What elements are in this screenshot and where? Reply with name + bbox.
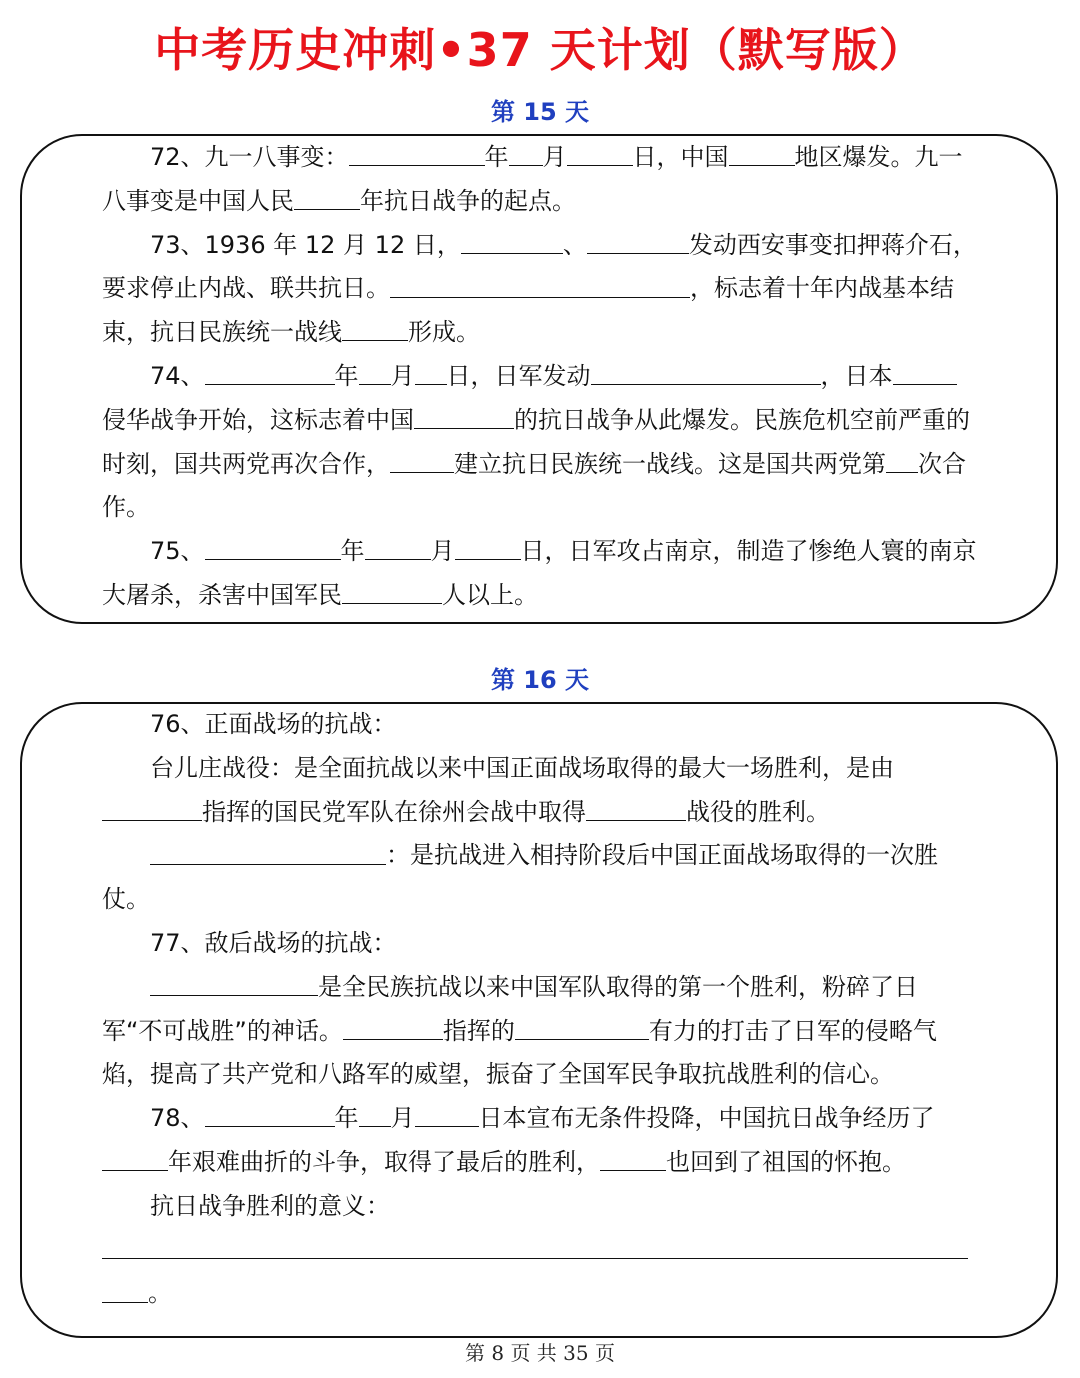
blank[interactable] [729, 144, 795, 167]
question-74: 74、 年 月 日，日军发动 ，日本侵华战争开始，这标志着中国 的抗日战争从此爆发。民族危机空前严重的时刻，国共两党再次合作， 建立抗日民族统一战线。这是国共两党第 次合作。 [102, 361, 970, 522]
blank[interactable] [893, 363, 957, 386]
blank[interactable] [150, 842, 386, 865]
blank[interactable] [349, 144, 485, 167]
blank[interactable] [586, 798, 686, 821]
answer-line[interactable] [102, 1236, 968, 1259]
blank[interactable] [509, 144, 543, 167]
question-76-title: 76、正面战场的抗战： [150, 710, 397, 738]
question-76-b: ：是抗战进入相持阶段后中国正面战场取得的一次胜仗。 [102, 841, 938, 914]
page-title: 中考历史冲刺•37 天计划（默写版） [154, 23, 926, 77]
blank[interactable] [567, 144, 633, 167]
blank[interactable] [205, 1105, 335, 1128]
blank[interactable] [455, 538, 521, 561]
blank[interactable] [342, 319, 408, 342]
blank[interactable] [600, 1149, 666, 1172]
question-73: 73、1936 年 12 月 12 日， 、 发动西安事变扣押蒋介石，要求停止内战、联共抗日。 ，标志着十年内战基本结束，抗日民族统一战线 形成。 [102, 230, 977, 347]
question-78: 78、 年 月 日本宣布无条件投降，中国抗日战争经历了年艰难曲折的斗争，取得了最后的胜利， 也回到了祖国的怀抱。 [102, 1097, 978, 1185]
question-75: 75、 年 月 日，日军攻占南京，制造了惨绝人寰的南京大屠杀，杀害中国军民 人以上。 [102, 537, 977, 609]
blank[interactable] [591, 363, 821, 386]
blank[interactable] [415, 363, 447, 386]
blank[interactable] [102, 1149, 168, 1172]
blank[interactable] [461, 231, 563, 254]
day-15-heading: 第 15 天 [490, 98, 590, 126]
blank[interactable] [294, 187, 360, 210]
blank[interactable] [205, 538, 341, 561]
question-72: 72、九一八事变： 年 月 日，中国 地区爆发。九一八事变是中国人民 年抗日战争的起点。 [102, 143, 963, 215]
blank[interactable] [150, 973, 318, 996]
blank[interactable] [343, 1017, 443, 1040]
blank[interactable] [415, 1105, 479, 1128]
day-16-content [102, 703, 978, 1316]
meaning-answer: 。 [102, 1229, 978, 1317]
blank[interactable] [414, 406, 514, 429]
blank[interactable] [886, 450, 918, 473]
meaning-label: 抗日战争胜利的意义： [150, 1191, 390, 1220]
blank[interactable] [587, 231, 689, 254]
answer-line[interactable] [102, 1280, 148, 1303]
blank[interactable] [390, 275, 690, 298]
blank[interactable] [359, 1105, 391, 1128]
blank[interactable] [359, 363, 391, 386]
question-77: 是全民族抗战以来中国军队取得的第一个胜利，粉碎了日军“不可战胜”的神话。 指挥的 有力的打击了日军的侵略气焰，提高了共产党和八路军的威望，振奋了全国军民争取抗战胜利的信心。 [102, 972, 937, 1089]
question-76: 台儿庄战役：是全面抗战以来中国正面战场取得的最大一场胜利，是由指挥的国民党军队在徐州会战中取得 战役的胜利。 [102, 747, 978, 835]
blank[interactable] [390, 450, 454, 473]
blank[interactable] [515, 1017, 649, 1040]
blank[interactable] [365, 538, 431, 561]
page-footer: 第 8 页 共 35 页 [465, 1341, 615, 1365]
day-16-heading: 第 16 天 [490, 666, 590, 694]
blank[interactable] [342, 582, 442, 605]
blank[interactable] [102, 798, 202, 821]
day-15-content [102, 136, 978, 618]
question-77-title: 77、敌后战场的抗战： [150, 928, 397, 957]
blank[interactable] [205, 363, 335, 386]
